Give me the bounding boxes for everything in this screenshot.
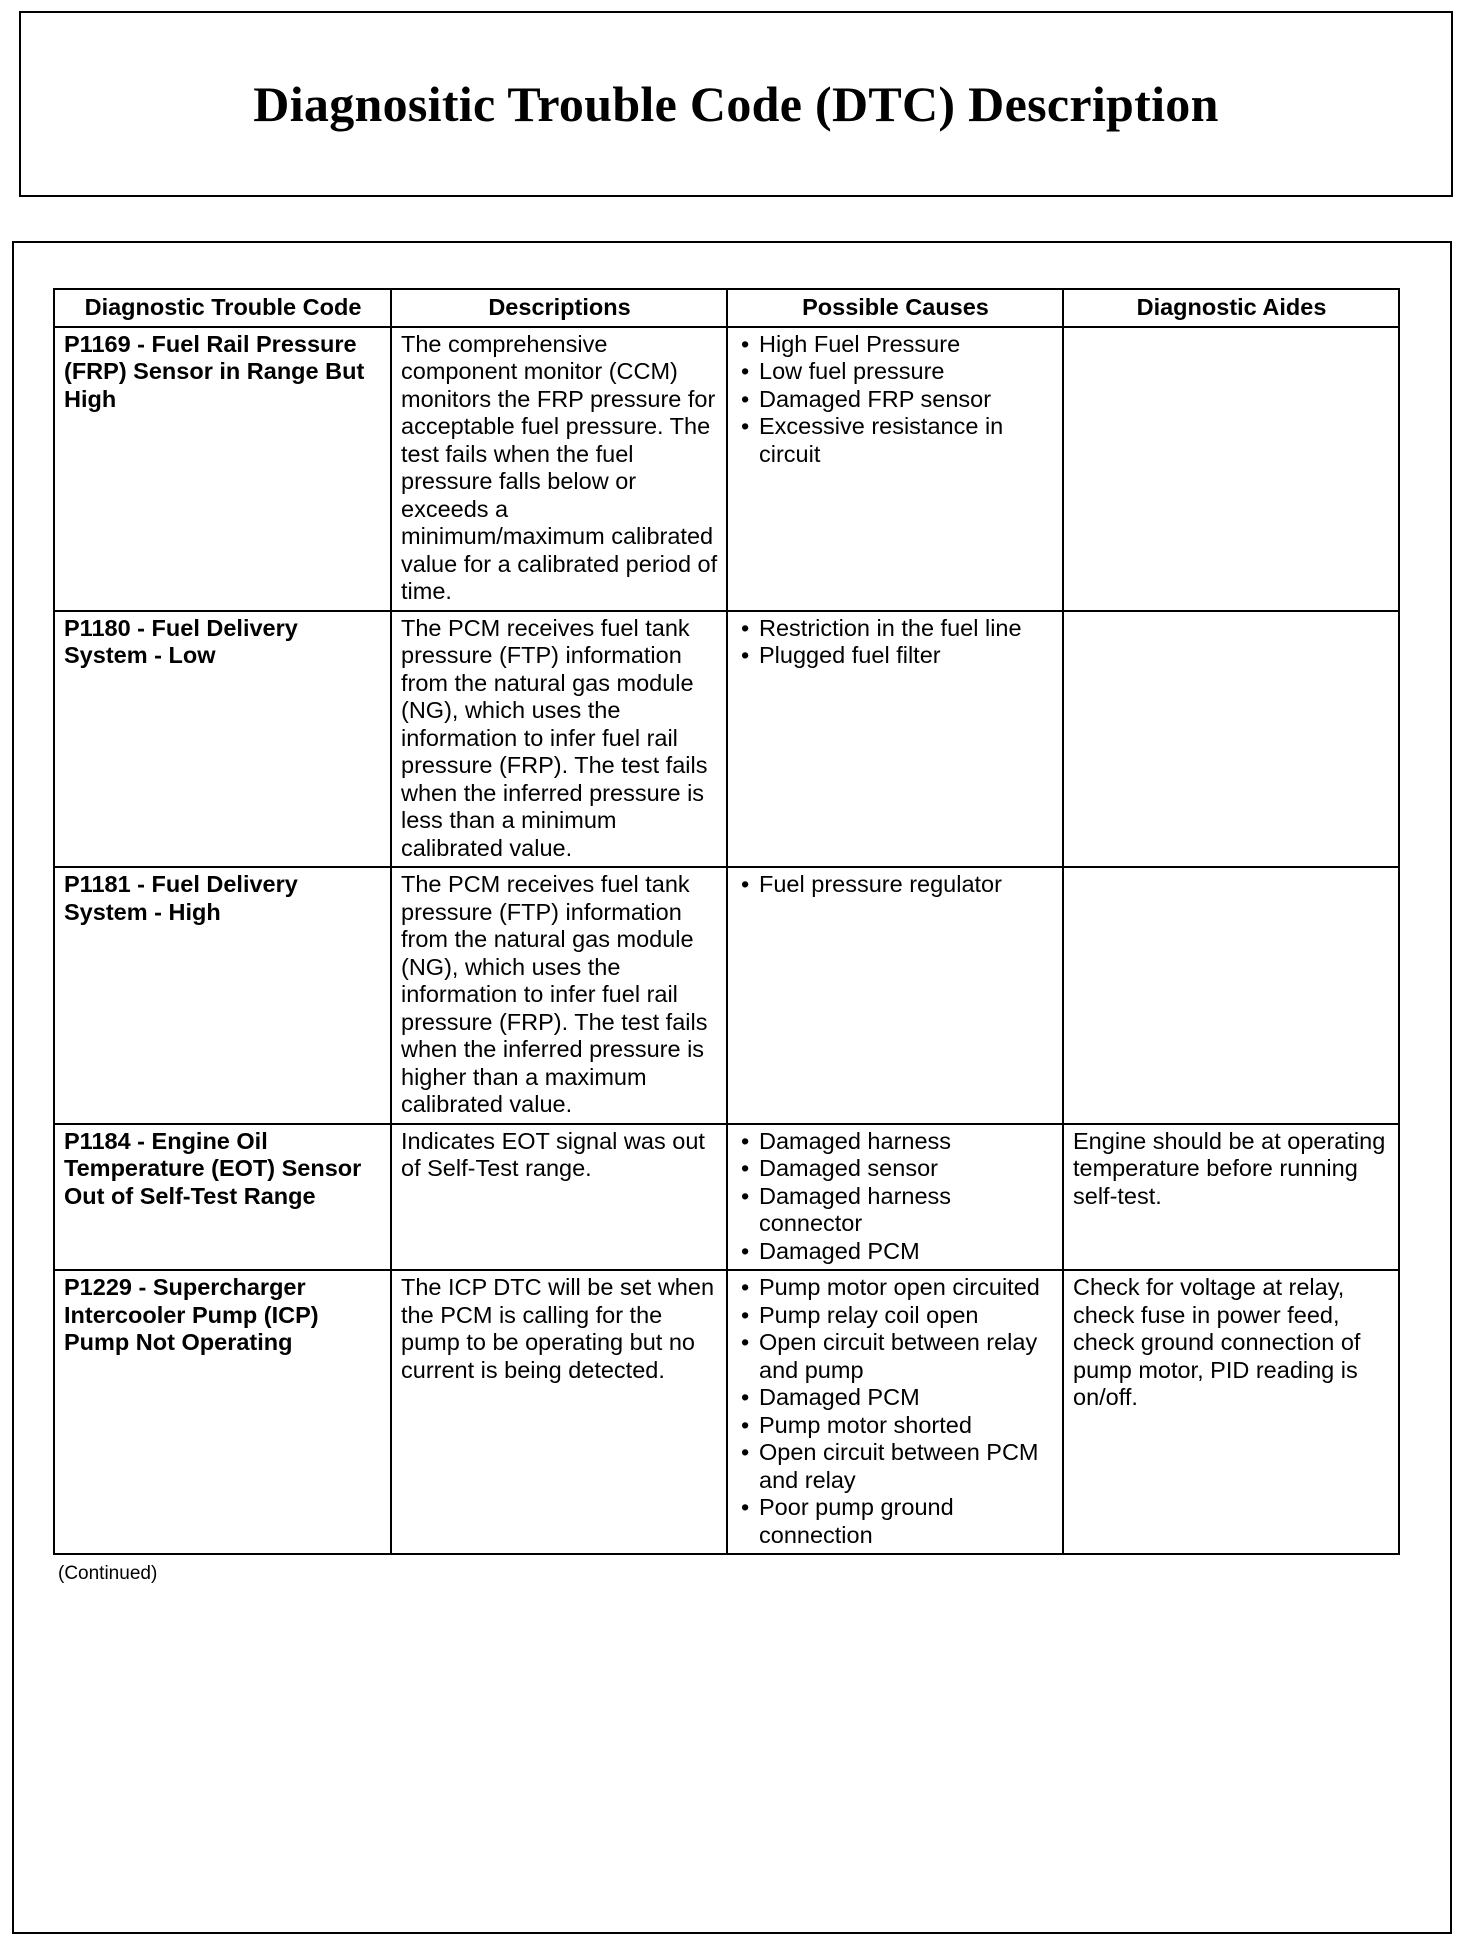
dtc-aides xyxy=(1063,611,1399,868)
dtc-code: P1229 - Supercharger Intercooler Pump (ICP) Pump Not Operating xyxy=(54,1270,391,1554)
dtc-code: P1181 - Fuel Delivery System - High xyxy=(54,867,391,1124)
table-row xyxy=(54,1124,1399,1271)
causes-list xyxy=(737,1274,1054,1549)
cause-item: • Plugged fuel filter xyxy=(737,642,1054,670)
dtc-table xyxy=(53,288,1400,1555)
cause-item: • Excessive resistance in circuit xyxy=(737,413,1054,468)
dtc-code: P1184 - Engine Oil Temperature (EOT) Sensor Out of Self-Test Range xyxy=(54,1124,391,1271)
cause-item: • Damaged harness xyxy=(737,1128,1054,1156)
cause-item: • Pump motor open circuited xyxy=(737,1274,1054,1302)
dtc-description: The ICP DTC will be set when the PCM is calling for the pump to be operating but no current is being detected. xyxy=(391,1270,727,1554)
table-row xyxy=(54,327,1399,611)
dtc-aides: Check for voltage at relay, check fuse in power feed, check ground connection of pump motor, PID reading is on/off. xyxy=(1063,1270,1399,1554)
cause-item: • Fuel pressure regulator xyxy=(737,871,1054,899)
table-row xyxy=(54,1270,1399,1554)
cause-item: • Low fuel pressure xyxy=(737,358,1054,386)
dtc-causes xyxy=(727,1124,1063,1271)
causes-list xyxy=(737,331,1054,469)
dtc-aides xyxy=(1063,327,1399,611)
dtc-description: The comprehensive component monitor (CCM) monitors the FRP pressure for acceptable fuel pressure. The test fails when the fuel pressure falls below or exceeds a minimum/maximum calibrated value for a calibrated period of time. xyxy=(391,327,727,611)
dtc-code: P1169 - Fuel Rail Pressure (FRP) Sensor in Range But High xyxy=(54,327,391,611)
dtc-description: The PCM receives fuel tank pressure (FTP) information from the natural gas module (NG), which uses the information to infer fuel rail pressure (FRP). The test fails when the inferred pressure is less than a minimum calibrated value. xyxy=(391,611,727,868)
title-box xyxy=(19,11,1453,197)
cause-item: • Pump relay coil open xyxy=(737,1302,1054,1330)
dtc-causes xyxy=(727,867,1063,1124)
dtc-aides xyxy=(1063,867,1399,1124)
header-code: Diagnostic Trouble Code xyxy=(54,289,391,327)
causes-list xyxy=(737,615,1054,670)
dtc-causes xyxy=(727,611,1063,868)
cause-item: • Damaged harness connector xyxy=(737,1183,1054,1238)
dtc-description: The PCM receives fuel tank pressure (FTP) information from the natural gas module (NG), which uses the information to infer fuel rail pressure (FRP). The test fails when the inferred pressure is higher than a maximum calibrated value. xyxy=(391,867,727,1124)
table-row xyxy=(54,867,1399,1124)
dtc-description: Indicates EOT signal was out of Self-Test range. xyxy=(391,1124,727,1271)
cause-item: • Restriction in the fuel line xyxy=(737,615,1054,643)
header-descriptions: Descriptions xyxy=(391,289,727,327)
header-possible-causes: Possible Causes xyxy=(727,289,1063,327)
causes-list xyxy=(737,1128,1054,1266)
dtc-code: P1180 - Fuel Delivery System - Low xyxy=(54,611,391,868)
cause-item: • Damaged PCM xyxy=(737,1384,1054,1412)
content-frame xyxy=(12,241,1452,1934)
page-title: Diagnositic Trouble Code (DTC) Description xyxy=(253,76,1219,132)
cause-item: • Damaged PCM xyxy=(737,1238,1054,1266)
cause-item: • Open circuit between PCM and relay xyxy=(737,1439,1054,1494)
dtc-causes xyxy=(727,1270,1063,1554)
dtc-aides: Engine should be at operating temperature before running self-test. xyxy=(1063,1124,1399,1271)
cause-item: • Pump motor shorted xyxy=(737,1412,1054,1440)
cause-item: • High Fuel Pressure xyxy=(737,331,1054,359)
cause-item: • Open circuit between relay and pump xyxy=(737,1329,1054,1384)
dtc-causes xyxy=(727,327,1063,611)
table-row xyxy=(54,611,1399,868)
causes-list xyxy=(737,871,1054,899)
cause-item: • Poor pump ground connection xyxy=(737,1494,1054,1549)
table-header-row xyxy=(54,289,1399,327)
continued-note: (Continued) xyxy=(58,1563,158,1584)
cause-item: • Damaged sensor xyxy=(737,1155,1054,1183)
header-diagnostic-aides: Diagnostic Aides xyxy=(1063,289,1399,327)
cause-item: • Damaged FRP sensor xyxy=(737,386,1054,414)
